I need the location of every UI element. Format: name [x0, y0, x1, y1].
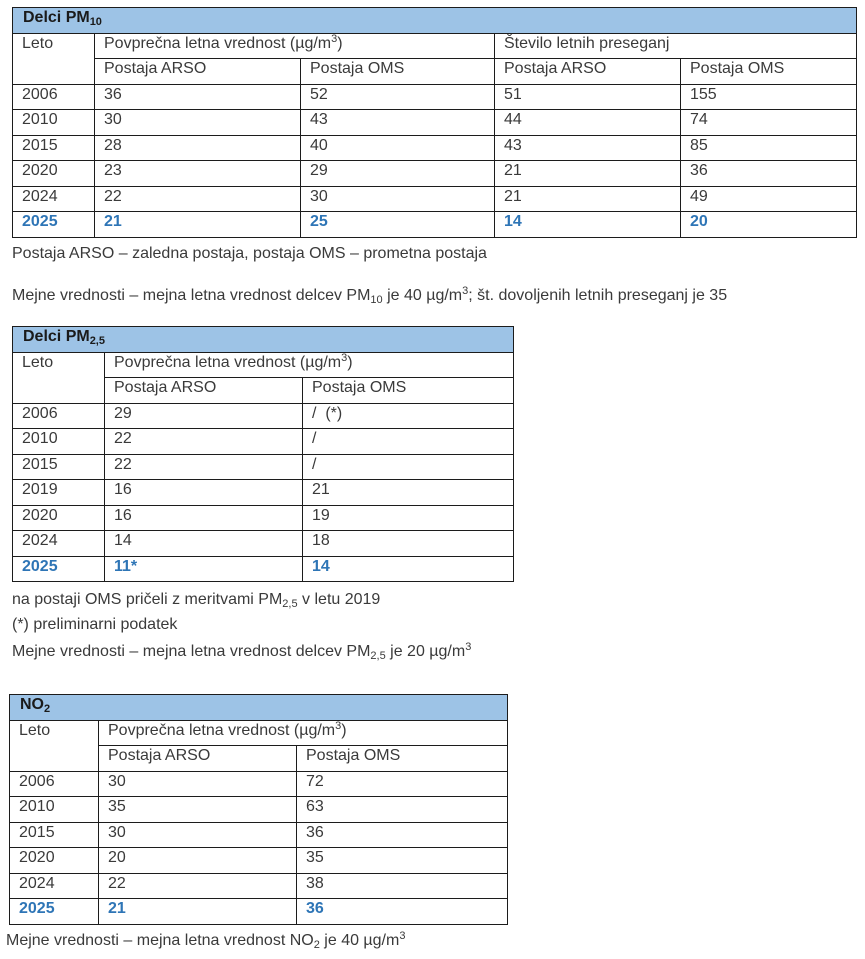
no2-col-year: Leto	[10, 720, 99, 771]
pm10-col-ex-oms: Postaja OMS	[681, 59, 857, 85]
pm10-col-avg-oms: Postaja OMS	[301, 59, 495, 85]
table-row	[13, 480, 514, 506]
value-cell: 14	[495, 212, 681, 238]
table-row	[13, 505, 514, 531]
value-cell: 30	[301, 186, 495, 212]
pm25-preliminary-note: (*) preliminarni podatek	[12, 616, 178, 633]
value-cell: 23	[95, 161, 301, 187]
value-cell: 63	[297, 797, 508, 823]
value-cell: 20	[99, 848, 297, 874]
value-cell: 21	[303, 480, 514, 506]
table-row	[13, 429, 514, 455]
table-row	[10, 873, 508, 899]
value-cell: 35	[297, 848, 508, 874]
year-cell: 2019	[13, 480, 105, 506]
table-row	[13, 135, 857, 161]
value-cell: 30	[95, 110, 301, 136]
value-cell: 20	[681, 212, 857, 238]
value-cell: 44	[495, 110, 681, 136]
value-cell: 74	[681, 110, 857, 136]
no2-table	[9, 694, 508, 925]
year-cell: 2006	[13, 403, 105, 429]
year-cell: 2015	[13, 454, 105, 480]
year-cell: 2010	[13, 429, 105, 455]
value-cell: 19	[303, 505, 514, 531]
value-cell: 43	[301, 110, 495, 136]
year-cell: 2020	[13, 161, 95, 187]
pm10-stations-note: Postaja ARSO – zaledna postaja, postaja OMS – prometna postaja	[12, 245, 487, 262]
table-row	[13, 161, 857, 187]
pm25-group-average: Povprečna letna vrednost $(\mu g/m^3)$	[105, 352, 514, 378]
no2-limit-note: Mejne vrednosti – mejna letna vrednost $NO_2$ je 40 $\mu g/m^3$	[6, 930, 406, 951]
value-cell: 72	[297, 771, 508, 797]
pm25-table-title: Delci $PM_{2,5}$	[13, 327, 514, 353]
table-row	[13, 403, 514, 429]
value-cell: 38	[297, 873, 508, 899]
value-cell: 22	[105, 454, 303, 480]
table-row	[10, 797, 508, 823]
value-cell: 51	[495, 84, 681, 110]
value-cell: 155	[681, 84, 857, 110]
value-cell: /	[303, 429, 514, 455]
value-cell: 36	[297, 822, 508, 848]
value-cell: 25	[301, 212, 495, 238]
year-cell: 2024	[13, 186, 95, 212]
table-row	[10, 848, 508, 874]
value-cell: 30	[99, 771, 297, 797]
value-cell: 35	[99, 797, 297, 823]
pm25-col-arso: Postaja ARSO	[105, 378, 303, 404]
table-row	[13, 110, 857, 136]
table-row-highlight	[13, 556, 514, 582]
value-cell: 21	[99, 899, 297, 925]
pm25-col-year: Leto	[13, 352, 105, 403]
pm25-limit-note: Mejne vrednosti – mejna letna vrednost delcev $PM_{2,5}$ je 20 $\mu g/m^3$	[12, 641, 472, 662]
year-cell: 2010	[10, 797, 99, 823]
pm25-table	[12, 326, 514, 582]
table-row	[10, 771, 508, 797]
pm25-start-note: na postaji OMS pričeli z meritvami $PM_{2,5}$ v letu 2019	[12, 591, 381, 610]
table-row	[10, 822, 508, 848]
pm10-col-year: Leto	[13, 33, 95, 84]
value-cell: 36	[297, 899, 508, 925]
year-cell: 2025	[13, 212, 95, 238]
value-cell: 14	[303, 556, 514, 582]
year-cell: 2024	[10, 873, 99, 899]
year-cell: 2020	[13, 505, 105, 531]
value-cell: 16	[105, 505, 303, 531]
year-cell: 2025	[13, 556, 105, 582]
year-cell: 2020	[10, 848, 99, 874]
no2-group-average: Povprečna letna vrednost $(\mu g/m^3)$	[99, 720, 508, 746]
year-cell: 2015	[13, 135, 95, 161]
pm10-group-exceedances: Število letnih preseganj	[495, 33, 857, 59]
value-cell: 18	[303, 531, 514, 557]
pm10-group-average: Povprečna letna vrednost $(\mu g/m^3)$	[95, 33, 495, 59]
value-cell: 29	[301, 161, 495, 187]
year-cell: 2025	[10, 899, 99, 925]
value-cell: 36	[681, 161, 857, 187]
pm10-table	[12, 7, 857, 238]
value-cell: 21	[95, 212, 301, 238]
value-cell: /	[303, 454, 514, 480]
value-cell: 21	[495, 161, 681, 187]
value-cell: 22	[105, 429, 303, 455]
year-cell: 2006	[13, 84, 95, 110]
value-cell: 22	[99, 873, 297, 899]
value-cell: 40	[301, 135, 495, 161]
no2-table-title: $NO_2$	[10, 695, 508, 721]
value-cell: / (*)	[303, 403, 514, 429]
value-cell: 11*	[105, 556, 303, 582]
value-cell: 22	[95, 186, 301, 212]
value-cell: 28	[95, 135, 301, 161]
pm10-limit-note: Mejne vrednosti – mejna letna vrednost delcev $PM_{10}$ je 40 $\mu g/m^3$; št. dovoljenih letnih preseganj je 35	[12, 285, 728, 306]
pm10-table-title: Delci $PM_{10}$	[13, 8, 857, 34]
table-row	[13, 84, 857, 110]
value-cell: 36	[95, 84, 301, 110]
pm10-col-avg-arso: Postaja ARSO	[95, 59, 301, 85]
value-cell: 16	[105, 480, 303, 506]
value-cell: 29	[105, 403, 303, 429]
year-cell: 2024	[13, 531, 105, 557]
value-cell: 52	[301, 84, 495, 110]
no2-col-arso: Postaja ARSO	[99, 746, 297, 772]
pm25-col-oms: Postaja OMS	[303, 378, 514, 404]
year-cell: 2015	[10, 822, 99, 848]
table-row	[13, 531, 514, 557]
table-row	[13, 186, 857, 212]
no2-col-oms: Postaja OMS	[297, 746, 508, 772]
value-cell: 43	[495, 135, 681, 161]
table-row-highlight	[10, 899, 508, 925]
value-cell: 85	[681, 135, 857, 161]
value-cell: 14	[105, 531, 303, 557]
table-row-highlight	[13, 212, 857, 238]
year-cell: 2006	[10, 771, 99, 797]
value-cell: 49	[681, 186, 857, 212]
pm10-col-ex-arso: Postaja ARSO	[495, 59, 681, 85]
value-cell: 21	[495, 186, 681, 212]
year-cell: 2010	[13, 110, 95, 136]
value-cell: 30	[99, 822, 297, 848]
table-row	[13, 454, 514, 480]
